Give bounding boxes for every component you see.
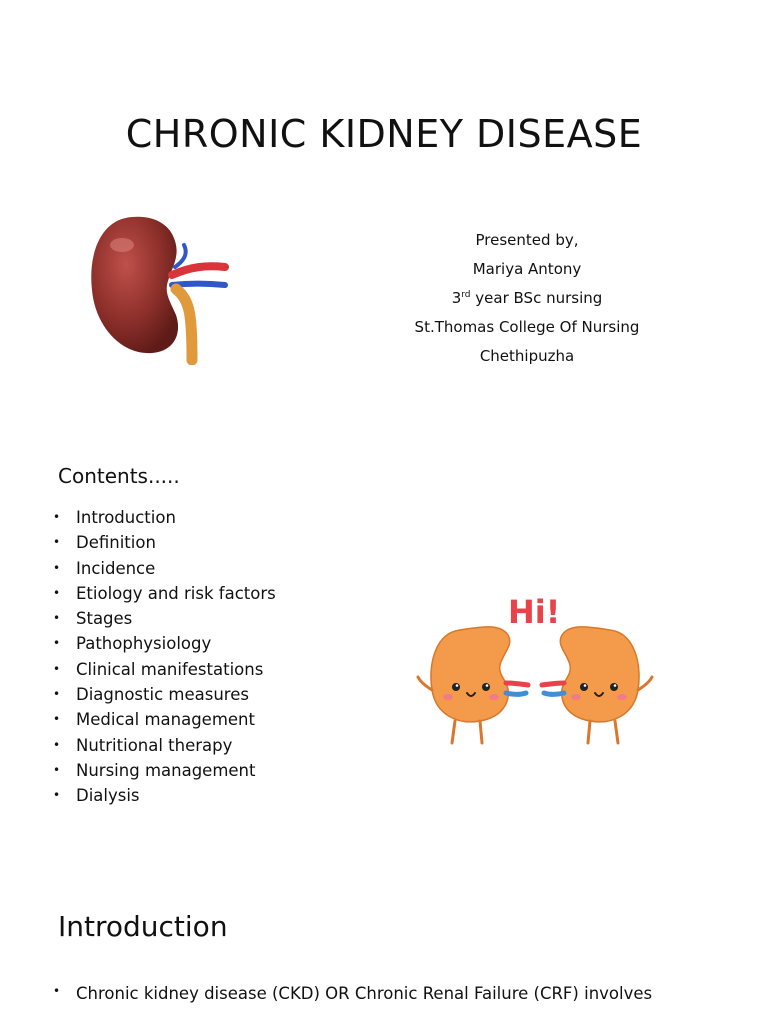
list-item: • Definition [53, 533, 156, 553]
list-item: • Nutritional therapy [53, 735, 233, 755]
list-item: • Clinical manifestations [53, 659, 264, 679]
contents-list [50, 505, 276, 809]
presenter-block [392, 226, 662, 371]
presenter-college: St.Thomas College Of Nursing [414, 318, 640, 336]
cartoon-kidneys-illustration [410, 585, 660, 755]
list-item: • Medical management [53, 710, 255, 730]
introduction-heading: Introduction [58, 910, 228, 943]
list-item: • Introduction [53, 508, 176, 527]
list-item: • Etiology and risk factors [53, 583, 276, 603]
list-item: • Diagnostic measures [53, 685, 249, 705]
presenter-year: 3rd year BSc nursing [451, 289, 603, 307]
kidney-illustration [80, 205, 240, 365]
list-item: • Incidence [53, 558, 156, 578]
list-item: • Pathophysiology [53, 634, 212, 654]
list-item: • Nursing management [53, 760, 256, 780]
document-title: CHRONIC KIDNEY DISEASE [125, 112, 643, 156]
list-item: • Dialysis [53, 786, 140, 806]
introduction-bullet: • Chronic kidney disease (CKD) OR Chronic Renal Failure (CRF) involves [53, 984, 653, 1003]
presenter-name: Mariya Antony [472, 260, 582, 278]
presented-by-label: Presented by, [475, 231, 579, 249]
presenter-place: Chethipuzha [479, 347, 575, 365]
list-item: • Stages [53, 609, 133, 629]
contents-heading: Contents..... [58, 464, 180, 488]
hi-greeting: Hi! [508, 593, 561, 631]
